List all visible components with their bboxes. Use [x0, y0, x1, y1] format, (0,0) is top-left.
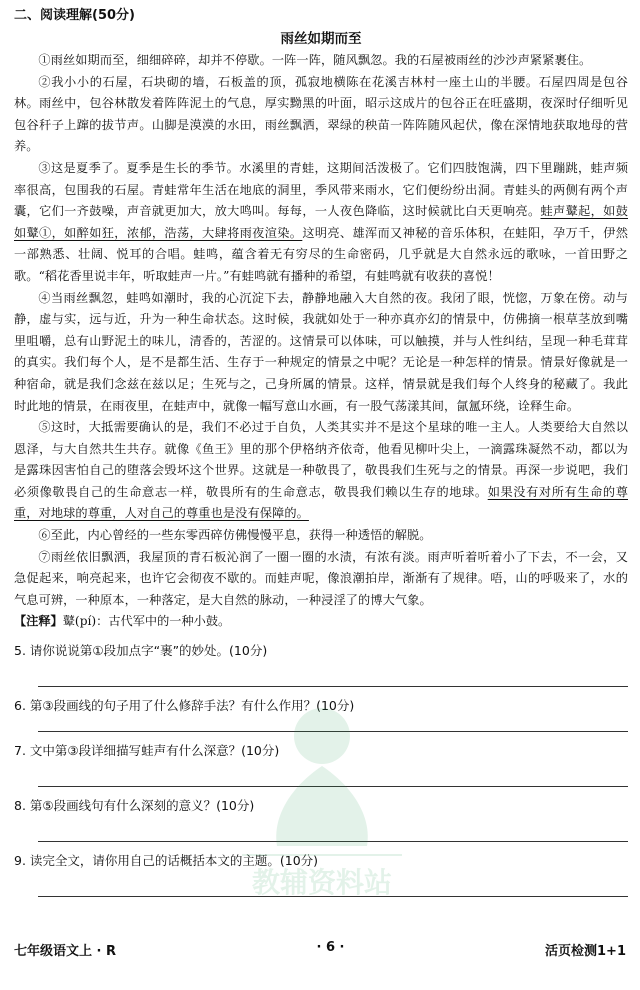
question-7: 7. 文中第③段详细描写蛙声有什么深意？(10分): [14, 743, 280, 759]
footer-grade: 七年级语文上 · R: [14, 944, 117, 959]
questions: [14, 642, 628, 897]
answer-line[interactable]: [38, 870, 628, 897]
section-header: 二、阅读理解(50分): [14, 8, 135, 23]
question-6: 6. 第③段画线的句子用了什么修辞手法？有什么作用？(10分): [14, 698, 355, 714]
underlined-sentence-3: 蛙声鼙起，如鼓如鼙①，如醉如狂，浓郁，浩荡，大肆将雨夜渲染。: [14, 204, 629, 240]
article-title: 雨丝如期而至: [280, 31, 362, 47]
answer-line[interactable]: [38, 715, 628, 732]
underlined-sentence-5: 如果没有对所有生命的尊重，对地球的尊重，人对自己的尊重也是没有保障的。: [14, 484, 628, 521]
question-5: 5. 请你说说第①段加点字“裹”的妙处。(10分): [14, 643, 268, 659]
paragraph-6: ⑥至此，内心曾经的一些东零西碎仿佛慢慢平息，获得一种透悟的解脱。: [38, 528, 432, 543]
paragraph-3: [14, 158, 628, 288]
question-8: 8. 第⑤段画线句有什么深刻的意义？(10分): [14, 798, 255, 814]
paragraph-3-text-end: 这明亮、雄浑而又神秘的音乐体积，在蛙阳，孕万千，伊然一部熟悉、壮阔、悦耳的合唱。蛙鸣，蕴含着无有穷尽的生命密码，几乎就是大自然永远的歌咏，一首田野之歌。“稻花香里说丰年，听取蛙声一片。”有蛙鸣就有播种的希望，有蛙鸣就有收获的喜悦！: [14, 225, 628, 283]
answer-line[interactable]: [38, 660, 628, 687]
watermark-text: 教辅资料站: [251, 866, 393, 899]
answer-line[interactable]: [38, 760, 628, 787]
paragraph-7: ⑦雨丝依旧飘洒，我屋顶的青石板沁润了一圈一圈的水渍，有浓有淡。雨声听着听着小了下去，不一会，又急促起来，响亮起来，也许它会彻夜不歇的。而蛙声呢，像浪潮拍岸，渐渐有了规律。唔，山的呼吸来了，水的气息可辨，一种原本，一种落定，是大自然的脉动，一种浸淫了的博大气象。: [14, 549, 628, 607]
paragraph-5: [14, 417, 628, 525]
article-body: [14, 50, 628, 611]
page-footer: [14, 940, 626, 959]
annotation: [14, 611, 628, 632]
footer-series: 活页检测1+1: [545, 944, 626, 959]
annotation-label: 【注释】: [14, 614, 63, 629]
paragraph-5-text: ⑤这时，大抵需要确认的是，我们不必过于自负，人类其实并不是这个星球的唯一主人。人类要给大自然以恩泽，与大自然共生共存。就像《鱼王》里的那个伊格纳齐依奇，他看见柳叶尖上，一滴露珠凝然不动，都以为是露珠因害怕自己的堕落会毁坏这个世界。这就是一种敬畏了，敬畏我们生死与之的情景。再深一步说吧，我们必须像敬畏自己的生命意志一样，敬畏所有的生命意志，敬畏我们赖以生存的地球。: [14, 420, 628, 499]
paragraph-1: ①雨丝如期而至，细细碎碎，却并不停歇。一阵一阵，随风飘忽。我的石屋被雨丝的沙沙声紧紧裹住。: [38, 53, 592, 67]
annotation-text: 鼙(pí)：古代军中的一种小鼓。: [62, 614, 231, 629]
paragraph-4: ④当雨丝飘忽，蛙鸣如潮时，我的心沉淀下去，静静地融入大自然的夜。我闭了眼，恍惚，万象在傍。动与静，虚与实，远与近，升为一种生命状态。这时候，我就如处于一种亦真亦幻的情景中，仿佛摘一根草茎放到嘴里咀嚼，总有山野泥土的味儿，清香的，苦涩的。这情景可以体味，可以触摸，并与人性纠结，呈现一种毛茸茸的真实。我们每个人，是不是都生活、生存于一种规定的情景之中呢？无论是一种怎样的情景。情景好像就是一种宿命，就是我们念兹在兹以足；生死与之，己身所属的情景。这样，情景就是我们每个人终身的秘藏了。我此时此地的情景，在雨夜里，在蛙声中，就像一幅写意山水画，有一股气荡漾其间，氤氲环绕，诠释生命。: [14, 290, 628, 413]
document-page: [14, 6, 628, 897]
page-number: · 6 ·: [316, 940, 345, 955]
paragraph-3-text: ③这是夏季了。夏季是生长的季节。水溪里的青蛙，这期间活泼极了。它们四肢饱满，四下里蹦跳，蛙声频率很高，包围我的石屋。青蛙常年生活在地底的洞里，季风带来雨水，它们便纷纷出洞。青蛙头的两侧有两个声囊，它们一齐鼓噪，声音就更加大，放大鸣叫。每每，一人夜色降临，这时候就比白天更响亮。: [14, 160, 628, 219]
paragraph-2: ②我小小的石屋，石块砌的墙，石板盖的顶，孤寂地横陈在花溪吉林村一座土山的半腰。石屋四周是包谷林。雨丝中，包谷林散发着阵阵泥土的气息，厚实黝黑的叶面，昭示这成片的包谷正在旺盛期，夜深时仔细听见包谷秆子上蹿的拔节声。山脚是漠漠的水田，雨丝飘洒，翠绿的秧苗一阵阵随风起伏，像在深情地获取地母的营养。: [14, 74, 628, 154]
question-9: 9. 读完全文，请你用自己的话概括本文的主题。(10分): [14, 853, 319, 869]
answer-line[interactable]: [38, 815, 628, 842]
